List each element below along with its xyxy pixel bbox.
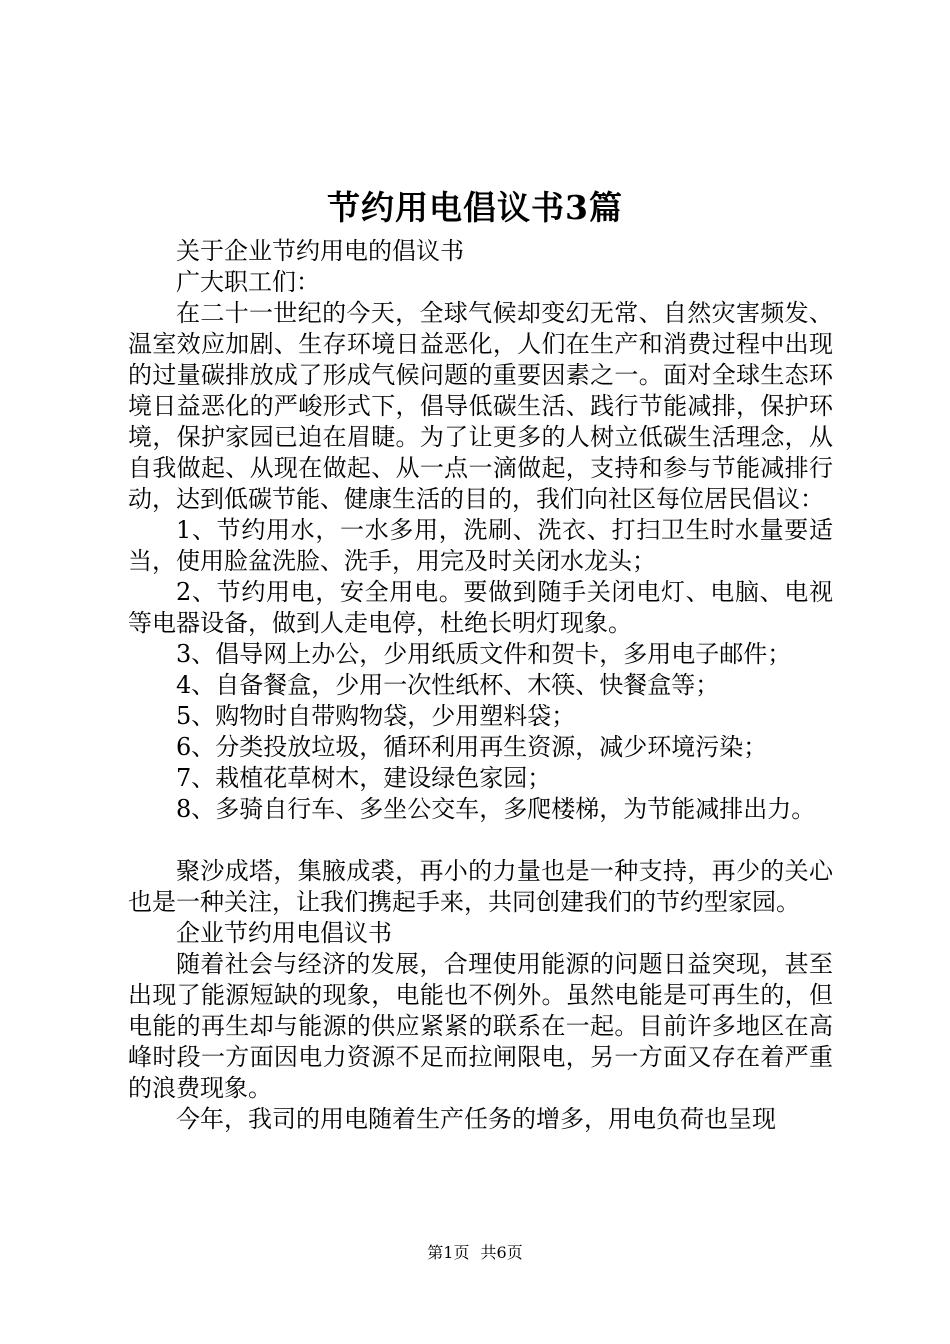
page-total: 共6页 xyxy=(480,1243,523,1262)
list-item: 8、多骑自行车、多坐公交车，多爬楼梯，为节能减排出力。 xyxy=(176,795,816,823)
salutation-paragraph: 广大职工们： xyxy=(176,268,320,296)
body-paragraph: 在二十一世纪的今天，全球气候却变幻无常、自然灾害频发、温室效应加剧、生存环境日益恶化，人们在生产和消费过程中出现的过量碳排放成了形成气候问题的重要因素之一。面对全球生态环境日益恶化的严峻形式下，倡导低碳生活、践行节能减排，保护环境，保护家园已迫在眉睫。为了让更多的人树立低碳生活理念，从自我做起、从现在做起、从一点一滴做起，支持和参与节能减排行动，达到低碳节能、健康生活的目的，我们向社区每位居民倡议： xyxy=(128,299,833,513)
subtitle-paragraph: 关于企业节约用电的倡议书 xyxy=(176,237,464,265)
body-paragraph: 随着社会与经济的发展，合理使用能源的问题日益突现，甚至出现了能源短缺的现象，电能也不例外。虽然电能是可再生的，但电能的再生却与能源的供应紧紧的联系在一起。目前许多地区在高峰时段一方面因电力资源不足而拉闸限电，另一方面又存在着严重的浪费现象。 xyxy=(128,950,833,1102)
section-heading: 企业节约用电倡议书 xyxy=(176,919,392,947)
list-item: 3、倡导网上办公，少用纸质文件和贺卡，多用电子邮件； xyxy=(176,640,792,668)
document-title: 节约用电倡议书3篇 xyxy=(327,188,623,227)
page-number: 第1页 xyxy=(427,1243,470,1262)
document-body xyxy=(128,236,833,1135)
list-item: 6、分类投放垃圾，循环利用再生资源，减少环境污染； xyxy=(176,733,768,761)
list-item: 1、节约用水，一水多用，洗刷、洗衣、打扫卫生时水量要适当，使用脸盆洗脸、洗手，用完及时关闭水龙头； xyxy=(128,516,833,575)
list-item: 4、自备餐盒，少用一次性纸杯、木筷、快餐盒等； xyxy=(176,671,720,699)
page-footer xyxy=(0,1242,950,1264)
list-item: 5、购物时自带购物袋，少用塑料袋； xyxy=(176,702,576,730)
body-paragraph: 聚沙成塔，集腋成裘，再小的力量也是一种支持，再少的关心也是一种关注，让我们携起手来，共同创建我们的节约型家园。 xyxy=(128,857,833,916)
list-item: 2、节约用电，安全用电。要做到随手关闭电灯、电脑、电视等电器设备，做到人走电停，杜绝长明灯现象。 xyxy=(128,578,833,637)
list-item: 7、栽植花草树木，建设绿色家园； xyxy=(176,764,552,792)
body-paragraph: 今年，我司的用电随着生产任务的增多，用电负荷也呈现 xyxy=(176,1105,776,1133)
